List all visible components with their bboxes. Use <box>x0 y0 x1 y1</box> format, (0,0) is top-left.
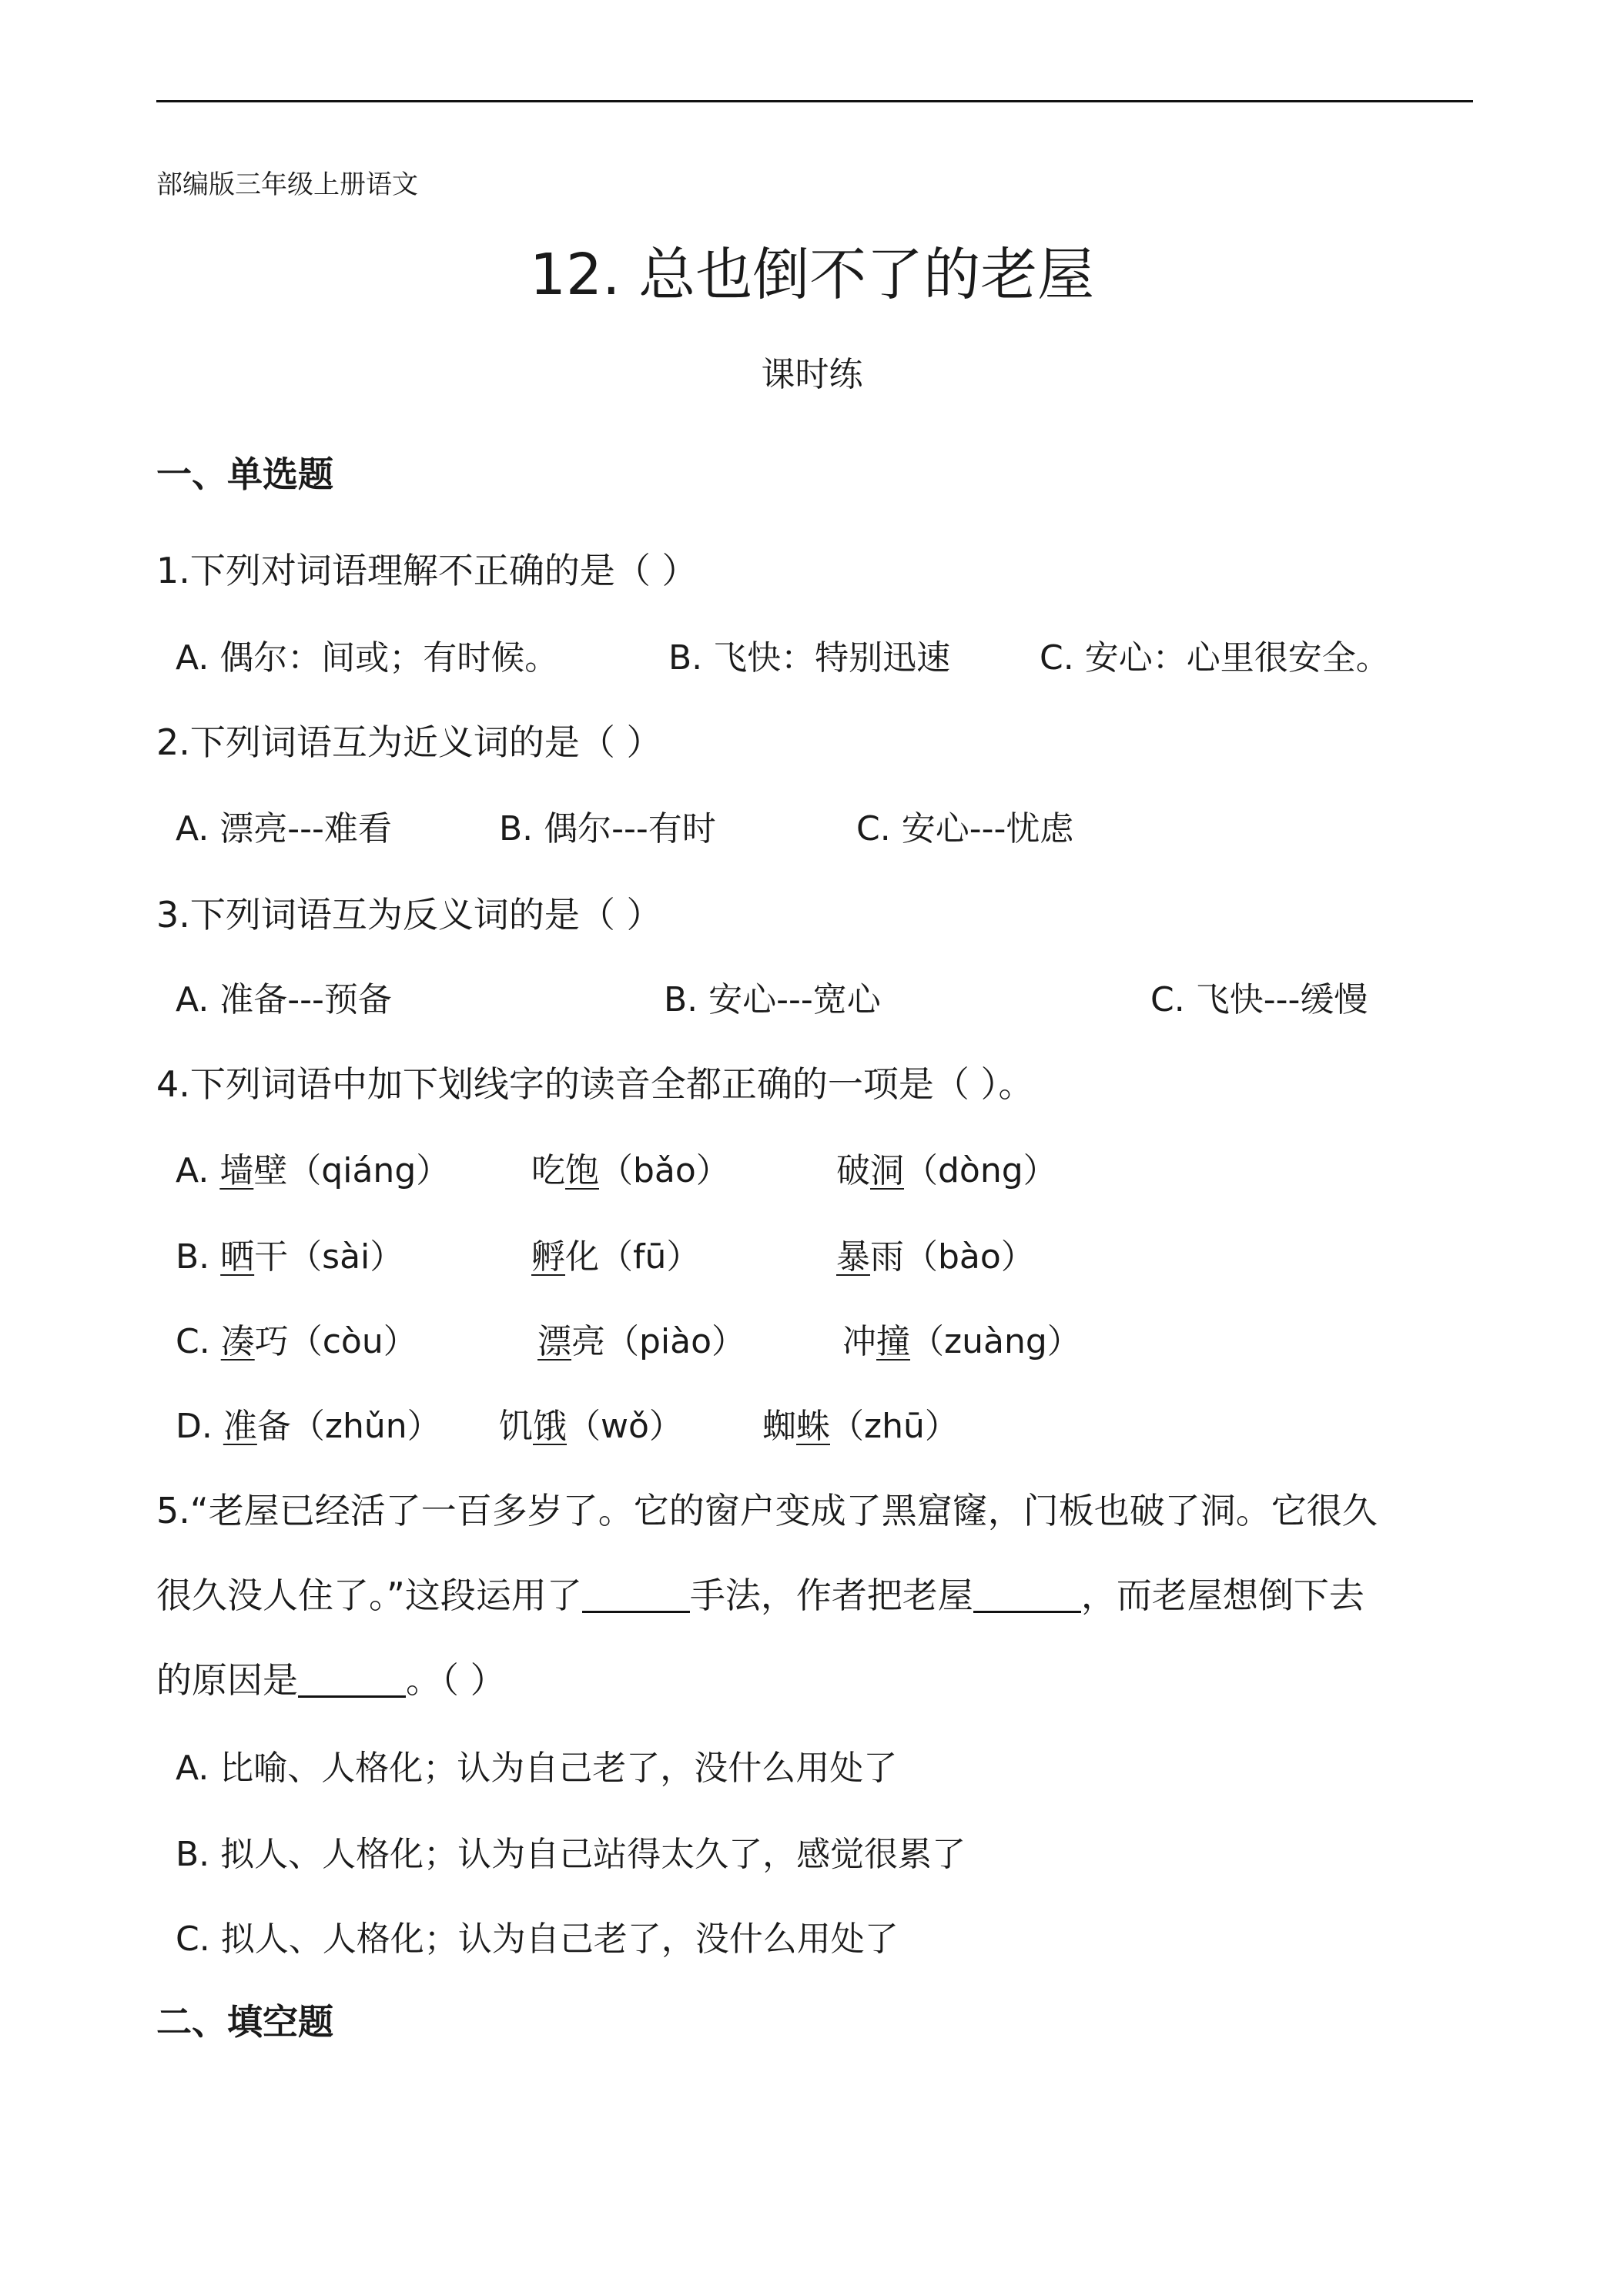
question-5-line-3 <box>156 1652 506 1703</box>
question-5-line-1: 5.“老屋已经活了一百多岁了。它的窗户变成了黑窟窿，门板也破了洞。它很久 <box>156 1490 1378 1531</box>
question-5-option-b: B. 拟人、人格化；认为自己站得太久了，感觉很累了 <box>176 1835 966 1874</box>
word-text: 雨（bào） <box>870 1237 1035 1277</box>
question-4-option-d <box>176 1398 441 1448</box>
option-label: B. <box>176 1237 221 1277</box>
underlined-char: 饿 <box>533 1407 567 1446</box>
question-2-option-c: C. 安心---忧虑 <box>856 809 1074 848</box>
question-4-option-a-word-3 <box>836 1143 1057 1192</box>
question-4-option-d-word-3 <box>762 1398 959 1448</box>
question-3-option-c: C. 飞快---缓慢 <box>1150 980 1368 1019</box>
question-5-option-a: A. 比喻、人格化；认为自己老了，没什么用处了 <box>176 1749 898 1788</box>
question-5-option-c: C. 拟人、人格化；认为自己老了，没什么用处了 <box>176 1919 899 1959</box>
word-text: 化（fū） <box>565 1237 701 1277</box>
question-5-line-2 <box>156 1568 1364 1618</box>
blank-3[interactable] <box>298 1660 406 1698</box>
underlined-char: 撞 <box>876 1322 910 1361</box>
page-title: 12. 总也倒不了的老屋 <box>529 242 1095 308</box>
underlined-char: 暴 <box>836 1237 870 1277</box>
option-label: C. <box>176 1322 221 1361</box>
section-heading-single-choice: 一、单选题 <box>156 454 333 495</box>
question-4-option-b-word-2 <box>531 1229 700 1278</box>
stem-text: ，而老屋想倒下去 <box>1080 1575 1364 1616</box>
blank-1[interactable] <box>582 1575 690 1613</box>
question-4-stem: 4.下列词语中加下划线字的读音全都正确的一项是（ ）。 <box>156 1063 1034 1105</box>
pinyin: （dòng） <box>904 1151 1057 1190</box>
underlined-char: 准 <box>223 1407 257 1446</box>
question-4-option-a-word-2 <box>531 1143 730 1192</box>
question-4-option-b <box>176 1229 403 1278</box>
stem-text: 。（ ） <box>406 1659 506 1701</box>
question-3-option-a: A. 准备---预备 <box>176 980 392 1019</box>
underlined-char: 凑 <box>220 1322 255 1361</box>
word-text: 破 <box>836 1151 870 1190</box>
underlined-char: 孵 <box>531 1237 565 1277</box>
question-4-option-c-word-3 <box>842 1314 1081 1363</box>
underlined-char: 饱 <box>565 1151 599 1190</box>
question-4-option-b-word-3 <box>836 1229 1035 1278</box>
option-label: D. <box>176 1407 223 1446</box>
word-text: 冲 <box>842 1322 876 1361</box>
question-1-option-a: A. 偶尔：间或；有时候。 <box>176 638 559 678</box>
stem-text: 手法，作者把老屋 <box>689 1575 973 1616</box>
word-text: 亮（piào） <box>571 1322 746 1361</box>
underlined-char: 漂 <box>537 1322 571 1361</box>
underlined-char: 墙 <box>219 1151 254 1190</box>
question-1-option-b: B. 飞快：特别迅速 <box>668 638 951 678</box>
stem-text: 很久没人住了。”这段运用了 <box>156 1575 582 1616</box>
word-text: 饥 <box>499 1407 533 1446</box>
header-rule <box>156 100 1473 102</box>
pinyin: （bǎo） <box>599 1151 730 1190</box>
option-label: A. <box>176 1151 220 1190</box>
question-1-stem: 1.下列对词语理解不正确的是（ ） <box>156 550 698 591</box>
question-2-option-b: B. 偶尔---有时 <box>499 809 716 848</box>
page-subtitle: 课时练 <box>761 355 863 394</box>
question-2-option-a: A. 漂亮---难看 <box>176 809 392 848</box>
stem-text: 的原因是 <box>156 1659 298 1701</box>
question-4-option-d-word-2 <box>499 1398 683 1448</box>
question-4-option-a <box>176 1143 450 1192</box>
question-3-stem: 3.下列词语互为反义词的是（ ） <box>156 894 662 935</box>
underlined-char: 蛛 <box>796 1407 830 1446</box>
underlined-char: 洞 <box>870 1151 904 1190</box>
pinyin: （wǒ） <box>567 1407 683 1446</box>
section-heading-fill-in: 二、填空题 <box>156 2001 333 2043</box>
word-text: 干（sài） <box>254 1237 404 1277</box>
word-text: 蜘 <box>762 1407 796 1446</box>
word-text: 巧（còu） <box>254 1322 417 1361</box>
word-text: 壁（qiáng） <box>253 1151 450 1190</box>
header-label: 部编版三年级上册语文 <box>156 169 418 200</box>
question-4-option-c <box>176 1314 417 1363</box>
pinyin: （zuàng） <box>910 1322 1081 1361</box>
word-text: 吃 <box>531 1151 565 1190</box>
pinyin: （zhū） <box>830 1407 959 1446</box>
word-text: 备（zhǔn） <box>256 1407 441 1446</box>
question-4-option-c-word-2 <box>537 1314 745 1363</box>
underlined-char: 晒 <box>220 1237 255 1277</box>
question-1-option-c: C. 安心：心里很安全。 <box>1040 638 1390 678</box>
question-2-stem: 2.下列词语互为近义词的是（ ） <box>156 721 662 763</box>
question-3-option-b: B. 安心---宽心 <box>664 980 881 1019</box>
blank-2[interactable] <box>973 1575 1081 1613</box>
